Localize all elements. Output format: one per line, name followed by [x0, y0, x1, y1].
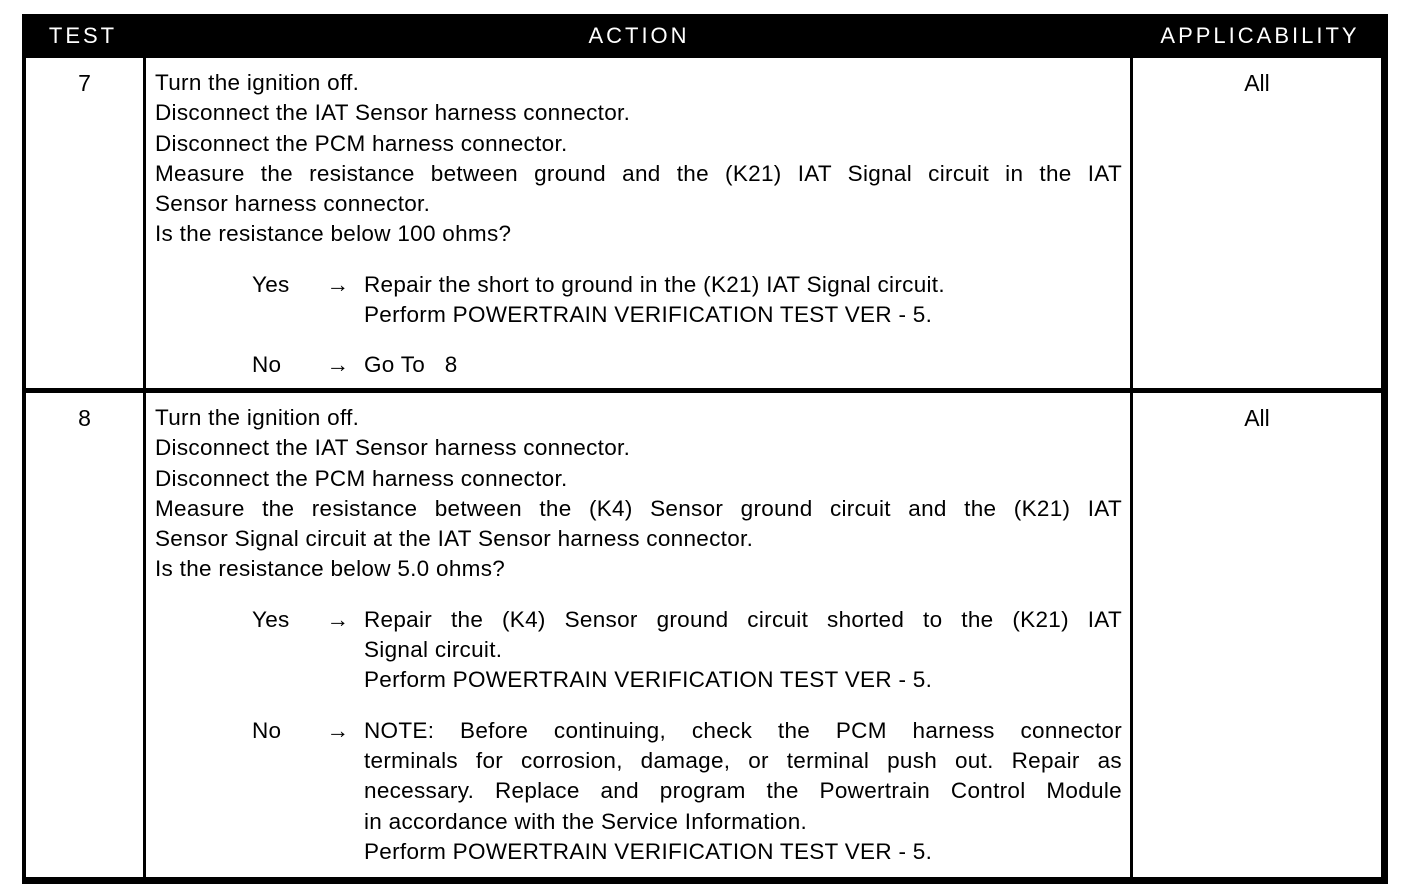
arrow-right-icon: →	[326, 717, 350, 743]
action-line: Turn the ignition off.	[155, 405, 360, 430]
action-line: Disconnect the PCM harness connector.	[155, 130, 568, 156]
row-7-action	[146, 58, 1130, 388]
result-line: Perform POWERTRAIN VERIFICATION TEST VER - 5.	[364, 302, 933, 328]
row-8-action	[146, 393, 1130, 877]
row-8-applicability: All	[1133, 393, 1381, 877]
row-8-no-result	[252, 716, 1122, 867]
action-line: Disconnect the IAT Sensor harness connector.	[155, 435, 631, 461]
result-line: NOTE: Before continuing, check the PCM harness connector	[364, 717, 1122, 743]
yes-label: Yes	[252, 271, 290, 297]
action-line: Measure the resistance between ground and the (K21) IAT Signal circuit in the IAT	[155, 160, 1122, 186]
no-label: No	[252, 352, 282, 378]
row-7-no-result	[252, 350, 1122, 380]
table-header	[22, 14, 1388, 56]
result-line: necessary. Replace and program the Powertrain Control Module	[364, 778, 1122, 804]
result-line: Signal circuit.	[364, 637, 503, 663]
result-line: Perform POWERTRAIN VERIFICATION TEST VER - 5.	[364, 667, 933, 693]
action-line: Is the resistance below 100 ohms?	[155, 221, 512, 247]
action-line: Measure the resistance between the (K4) Sensor ground circuit and the (K21) IAT	[155, 495, 1122, 521]
header-applicability: APPLICABILITY	[1160, 23, 1360, 48]
diagnostic-test-table	[22, 14, 1388, 884]
action-line: Sensor harness connector.	[155, 191, 431, 217]
action-line: Turn the ignition off.	[155, 70, 360, 95]
action-line: Disconnect the IAT Sensor harness connector.	[155, 100, 631, 126]
header-action: ACTION	[588, 23, 690, 48]
row-7-yes-result	[252, 270, 1122, 331]
row-7-test-number: 7	[26, 58, 143, 388]
result-line: Perform POWERTRAIN VERIFICATION TEST VER - 5.	[364, 838, 933, 864]
row-8-test-number: 8	[26, 393, 143, 877]
header-test: TEST	[48, 23, 118, 48]
arrow-right-icon: →	[326, 606, 350, 632]
result-line: Go To 8	[364, 352, 458, 378]
arrow-right-icon: →	[326, 352, 350, 378]
result-line: in accordance with the Service Information.	[364, 808, 808, 834]
action-line: Sensor Signal circuit at the IAT Sensor harness connector.	[155, 526, 754, 552]
result-line: Repair the short to ground in the (K21) IAT Signal circuit.	[364, 271, 945, 297]
action-line: Disconnect the PCM harness connector.	[155, 465, 568, 491]
arrow-right-icon: →	[326, 271, 350, 297]
result-line: Repair the (K4) Sensor ground circuit shorted to the (K21) IAT	[364, 606, 1122, 632]
result-line: terminals for corrosion, damage, or terminal push out. Repair as	[364, 747, 1122, 773]
no-label: No	[252, 717, 282, 743]
action-line: Is the resistance below 5.0 ohms?	[155, 556, 506, 582]
row-8-yes-result	[252, 605, 1122, 696]
yes-label: Yes	[252, 606, 290, 632]
row-7-applicability: All	[1133, 58, 1381, 388]
